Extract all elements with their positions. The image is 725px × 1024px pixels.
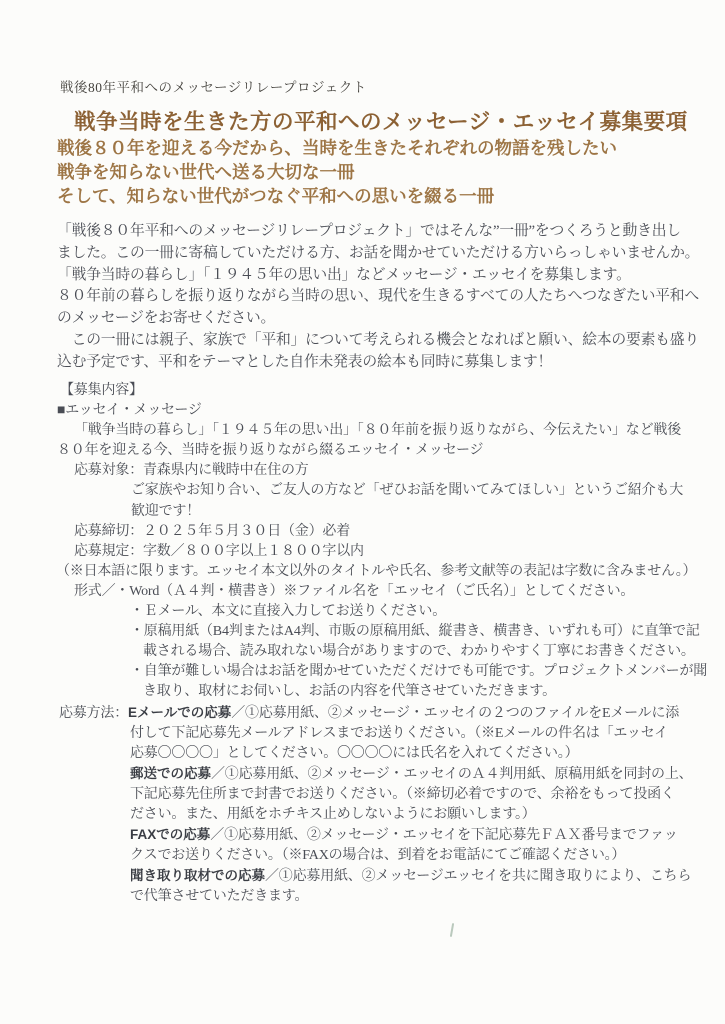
text-line: 応募方法：Eメールでの応募／①応募用紙、②メッセージ・エッセイの２つのファイルをEメールに添 [59, 704, 680, 721]
text-line: ８０年を迎える今、当時を振り返りながら綴るエッセイ・メッセージ [57, 443, 484, 459]
text-line: 込む予定です、平和をテーマとした自作未発表の絵本も同時に募集します！ [57, 353, 553, 370]
text-line: 歓迎です！ [131, 503, 200, 519]
text-line: 形式／・Word（Ａ４判・横書き）※ファイル名を「エッセイ（ご氏名）」としてください。 [74, 583, 635, 599]
intro-paragraph [0, 221, 725, 374]
text-line: この一冊には親子、家族で「平和」について考えられる機会となればと願い、絵本の要素も盛り [57, 331, 699, 348]
text-line: 「戦争当時の暮らし」「１９４５年の思い出」「８０年前を振り返りながら、今伝えたい」など戦後 [74, 423, 681, 439]
text-line: （※日本語に限ります。エッセイ本文以外のタイトルや氏名、参考文献等の表記は字数に含みません。） [56, 563, 697, 579]
document-title: 戦争当時を生きた方の平和へのメッセージ・エッセイ募集要項 [74, 110, 688, 134]
text-line: 【募集内容】 [60, 383, 143, 398]
text-line: ・自筆が難しい場合はお話を聞かせていただくだけでも可能です。プロジェクトメンバーが聞 [130, 664, 708, 680]
text-line: で代筆させていただきます。 [130, 889, 309, 905]
application-method-label: Eメールでの応募 [128, 704, 232, 720]
text-line: 載される場合、読み取れない場合がありますので、わかりやすく丁寧にお書きください。 [143, 644, 695, 660]
text-line: 応募締切：２０２５年５月３０日（金）必着 [74, 523, 350, 539]
tagline-line-3: そして、知らない世代がつなぐ平和への思いを綴る一冊 [57, 186, 495, 206]
text-line: き取り、取材にお伺いし、お話の内容を代筆させていただきます。 [143, 684, 556, 700]
text-line: 応募対象：青森県内に戦時中在住の方 [74, 463, 309, 479]
pen-mark-artifact [450, 923, 454, 937]
text-line: 応募規定：字数／８００字以上１８００字以内 [74, 543, 364, 559]
text-line: 聞き取り取材での応募／①応募用紙、②メッセージエッセイを共に聞き取りにより、こちら [130, 868, 692, 885]
tagline-line-2: 戦争を知らない世代へ送る大切な一冊 [57, 162, 355, 182]
recruitment-details [0, 381, 725, 907]
text-line: ・原稿用紙（B4判またはA4判、市販の原稿用紙、縦書き、横書き、いずれも可）に直筆で記 [130, 624, 700, 640]
text-line: ご家族やお知り合い、ご友人の方など「ぜひお話を聞いてみてほしい」というご紹介も大 [131, 483, 683, 499]
text-line: 「戦後８０年平和へのメッセージリレープロジェクト」ではそんな”一冊”をつくろうと動き出し [57, 223, 681, 239]
text-line: 「戦争当時の暮らし」「１９４５年の思い出」などメッセージ・エッセイを募集します。 [57, 266, 631, 283]
text-line: FAXでの応募／①応募用紙、②メッセージ・エッセイを下記応募先ＦＡＸ番号までファッ [130, 827, 678, 844]
text-line: クスでお送りください。（※FAXの場合は、到着をお電話にてご確認ください。） [130, 848, 626, 864]
text-line: 付して下記応募先メールアドレスまでお送りください。（※Eメールの件名は「エッセイ [130, 725, 668, 741]
text-line: 応募〇〇〇〇」としてください。〇〇〇〇には氏名を入れてください。） [130, 745, 579, 761]
text-line: 下記応募先住所まで封書でお送りください。（※締切必着ですので、余裕をもって投函く [130, 786, 675, 802]
text-line: ８０年前の暮らしを振り返りながら当時の思い、現代を生きるすべての人たちへつなぎたい平和へ [57, 288, 699, 305]
text-line: のメッセージをお寄せください。 [57, 310, 276, 327]
text-line: ・Ｅメール、本文に直接入力してお送りください。 [130, 604, 446, 620]
tagline-line-1: 戦後８０年を迎える今だから、当時を生きたそれぞれの物語を残したい [57, 138, 617, 158]
text-line: ました。この一冊に寄稿していただける方、お話を聞かせていただける方いらっしゃいませんか。 [57, 244, 700, 261]
document-header [0, 76, 725, 208]
text-line: 郵送での応募／①応募用紙、②メッセージ・エッセイのＡ４判用紙、原稿用紙を同封の上、 [130, 765, 693, 782]
application-method-label: 郵送での応募 [130, 765, 211, 781]
text-line: ださい。また、用紙をホチキス止めしないようにお願いします。） [130, 806, 536, 822]
application-method-label: 聞き取り取材での応募 [130, 868, 265, 884]
text-line: ■エッセイ・メッセージ [57, 403, 202, 419]
application-method-label: FAXでの応募 [130, 827, 211, 843]
project-name-label: 戦後80年平和へのメッセージリレープロジェクト [60, 80, 367, 95]
